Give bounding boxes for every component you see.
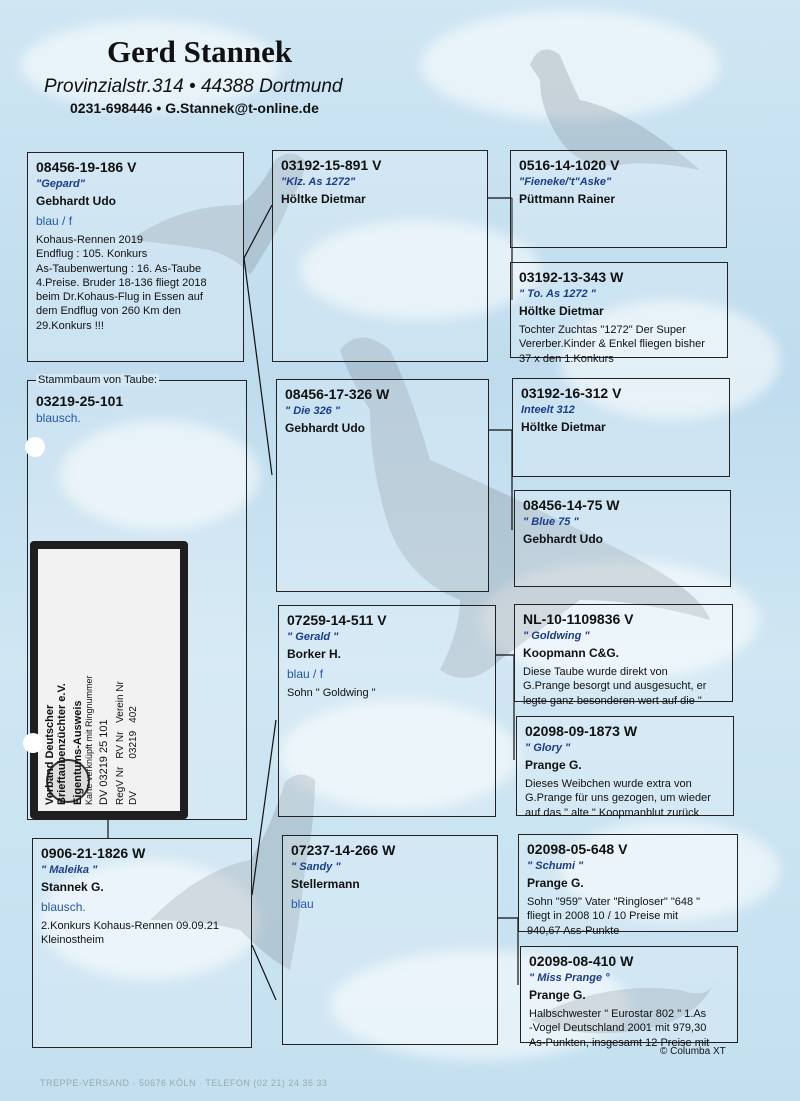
pigeon-notes: Halbschwester " Eurostar 802 " 1.As -Vogel Deutschland 2001 mit 979,30 As-Punkten, insgesamt 12 Preise mit bbox=[529, 1008, 710, 1049]
card-col-value: 402 bbox=[128, 706, 139, 723]
pedigree-box-g2 bbox=[510, 262, 728, 365]
pedigree-box-g1 bbox=[510, 150, 727, 248]
card-col-value: 03219 bbox=[128, 730, 139, 759]
pigeon-notes: Diese Taube wurde direkt von G.Prange besorgt und ausgesucht, er legte ganz besonderen wert auf die " bbox=[523, 666, 707, 707]
pigeon-color: blau / f bbox=[36, 214, 73, 228]
pedigree-box-s3 bbox=[278, 605, 496, 817]
pedigree-sire-box bbox=[27, 152, 244, 362]
pigeon-name: "Gepard" bbox=[36, 178, 85, 190]
copyright-text: © Columba XT bbox=[660, 1046, 726, 1057]
card-col-header: RegV Nr bbox=[115, 766, 126, 805]
owner-name: Koopmann C&G. bbox=[523, 646, 619, 660]
pigeon-color: blausch. bbox=[41, 900, 86, 914]
card-number: DV 03219 25 101 bbox=[98, 719, 110, 805]
ring-number: 03192-16-312 V bbox=[521, 385, 622, 401]
pigeon-name: " Blue 75 " bbox=[523, 516, 579, 528]
ring-number: 08456-17-326 W bbox=[285, 386, 390, 402]
pigeon-name: " Gerald " bbox=[287, 631, 339, 643]
card-org-line1: Verband Deutscher bbox=[44, 704, 56, 805]
owner-name: Stellermann bbox=[291, 877, 360, 891]
pedigree-box-g5 bbox=[514, 604, 733, 707]
owner-name: Püttmann Rainer bbox=[519, 192, 616, 206]
pigeon-name: " Die 326 " bbox=[285, 405, 341, 417]
pedigree-label: Stammbaum von Taube: bbox=[38, 374, 158, 386]
ring-number: 0906-21-1826 W bbox=[41, 845, 146, 861]
pigeon-name: "Klz. As 1272" bbox=[281, 176, 356, 188]
ring-number: 03192-13-343 W bbox=[519, 269, 624, 285]
owner-name: Prange G. bbox=[525, 758, 582, 772]
ring-number: 0516-14-1020 V bbox=[519, 157, 620, 173]
pigeon-color: blausch. bbox=[36, 411, 81, 425]
owner-name: Stannek G. bbox=[41, 880, 104, 894]
pigeon-name: "Fieneke/'t"Aske" bbox=[519, 176, 612, 188]
pedigree-box-s4 bbox=[282, 835, 498, 1045]
card-table bbox=[114, 673, 140, 805]
pigeon-name: " Schumi " bbox=[527, 860, 584, 872]
owner-name: Gebhardt Udo bbox=[523, 532, 603, 546]
pedigree-box-g7 bbox=[518, 834, 738, 937]
card-subtitle: Karte verknüpft mit Ringnummer bbox=[84, 675, 94, 805]
pigeon-name: " Glory " bbox=[525, 742, 571, 754]
owner-name: Borker H. bbox=[287, 647, 342, 661]
punch-hole bbox=[25, 437, 45, 457]
owner-name: Prange G. bbox=[527, 876, 584, 890]
card-col-header: Verein Nr bbox=[115, 681, 126, 723]
punch-hole bbox=[23, 733, 43, 753]
pigeon-notes: 2.Konkurs Kohaus-Rennen 09.09.21 Kleinostheim bbox=[41, 920, 219, 947]
pedigree-box-g3 bbox=[512, 378, 730, 477]
ring-number: 03219-25-101 bbox=[36, 393, 124, 409]
pigeon-name: " Maleika " bbox=[41, 864, 98, 876]
pigeon-notes: Sohn "959" Vater "Ringloser" "648 " fliegt in 2008 10 / 10 Preise mit 940,67 Ass-Punkte bbox=[527, 896, 701, 937]
owner-name: Prange G. bbox=[529, 988, 586, 1002]
pigeon-notes: Kohaus-Rennen 2019 Endflug : 105. Konkurs As-Taubenwertung : 16. As-Taube 4.Preise. Bruder 18-136 fliegt 2018 beim Dr.Kohaus-Flug in Essen auf dem Endflug von 260 Km den 29.Konkurs !!! bbox=[36, 234, 207, 332]
pigeon-color: blau bbox=[291, 897, 314, 911]
pigeon-color: blau / f bbox=[287, 667, 324, 681]
owner-name: Höltke Dietmar bbox=[521, 420, 606, 434]
ring-number: 07237-14-266 W bbox=[291, 842, 396, 858]
pigeon-notes: Sohn " Goldwing " bbox=[287, 687, 376, 699]
owner-name: Gebhardt Udo bbox=[285, 421, 365, 435]
ownership-card bbox=[30, 541, 188, 819]
pedigree-box-g8 bbox=[520, 946, 738, 1049]
ring-number: 07259-14-511 V bbox=[287, 612, 387, 628]
ring-number: NL-10-1109836 V bbox=[523, 611, 634, 627]
breeder-name: Gerd Stannek bbox=[107, 34, 293, 69]
pigeon-name: " To. As 1272 " bbox=[519, 288, 596, 300]
pedigree-box-s2 bbox=[276, 379, 489, 592]
ring-number: 02098-09-1873 W bbox=[525, 723, 638, 739]
breeder-address: Provinzialstr.314 • 44388 Dortmund bbox=[44, 76, 343, 97]
pedigree-box-s1 bbox=[272, 150, 488, 362]
pigeon-name: " Sandy " bbox=[291, 861, 341, 873]
pigeon-name: Inteelt 312 bbox=[521, 404, 575, 416]
pedigree-box-g4 bbox=[514, 490, 731, 587]
card-col-value: DV bbox=[128, 791, 139, 805]
pigeon-name: " Miss Prange ° bbox=[529, 972, 610, 984]
pigeon-name: " Goldwing " bbox=[523, 630, 590, 642]
footer-text: TREPPE-VERSAND · 50676 KÖLN · TELEFON (02 21) 24 36 33 bbox=[40, 1078, 328, 1088]
ring-number: 08456-14-75 W bbox=[523, 497, 620, 513]
ring-number: 03192-15-891 V bbox=[281, 157, 382, 173]
ring-number: 02098-08-410 W bbox=[529, 953, 634, 969]
ring-number: 02098-05-648 V bbox=[527, 841, 628, 857]
breeder-contact: 0231-698446 • G.Stannek@t-online.de bbox=[70, 100, 319, 116]
card-org-line2: Brieftaubenzüchter e.V. bbox=[56, 683, 68, 805]
pedigree-dam-box bbox=[32, 838, 252, 1048]
card-title: Eigentums-Ausweis bbox=[72, 700, 84, 805]
pigeon-notes: Tochter Zuchtas "1272" Der Super Vererber.Kinder & Enkel fliegen bisher 37 x den 1.Konkurs bbox=[519, 324, 705, 365]
owner-name: Höltke Dietmar bbox=[281, 192, 366, 206]
pigeon-notes: Dieses Weibchen wurde extra von G.Prange für uns gezogen, um wieder auf das " alte " Koopmanblut zurück bbox=[525, 778, 711, 819]
pedigree-box-g6 bbox=[516, 716, 734, 819]
ring-number: 08456-19-186 V bbox=[36, 159, 137, 175]
card-col-header: RV Nr bbox=[115, 731, 126, 759]
owner-name: Gebhardt Udo bbox=[36, 194, 116, 208]
owner-name: Höltke Dietmar bbox=[519, 304, 604, 318]
